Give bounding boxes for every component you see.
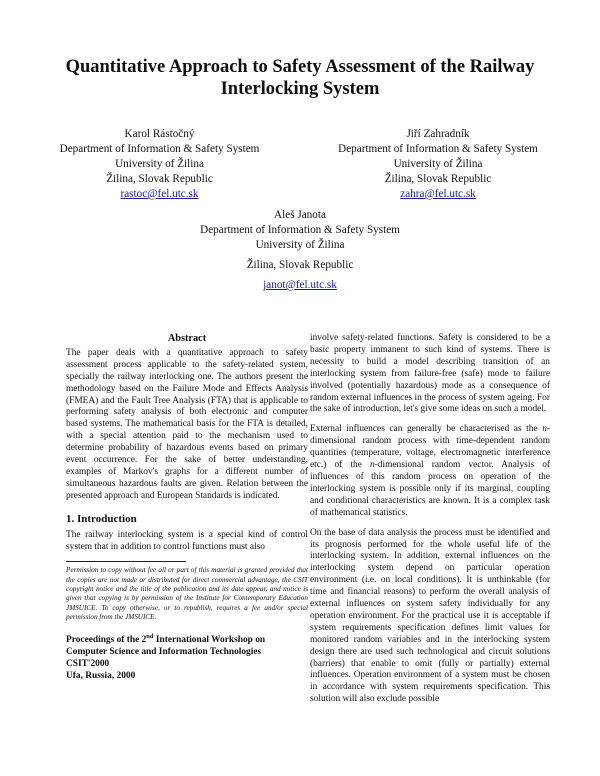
proceedings-text: International Workshop on — [153, 635, 266, 646]
author-name: Jiří Zahradník — [406, 128, 470, 140]
math-var: n — [369, 460, 375, 471]
permission-notice: Permission to copy without fee all or part of this material is granted provided that the copies are not made or distributed for direct commercial advantage, the CSIT copyright notice and the title of the publication and its date appear, and notice is given that copying is by permission of the Institute for Contemporary Education JMSUICE. To copy otherwise, or to republish, requires a fee and/or special permission from the JMSUICE. — [66, 566, 308, 621]
paper-title: Quantitative Approach to Safety Assessment of the Railway Interlocking System — [65, 57, 535, 99]
intro-text: The railway interlocking system is a special kind of control system that in addition to control functions must also — [66, 529, 308, 552]
abstract-heading: Abstract — [167, 333, 207, 344]
author-block-1 — [52, 127, 267, 202]
proceedings-line-2: Computer Science and Information Technologies — [66, 647, 262, 658]
author-university: University of Žilina — [115, 158, 204, 170]
author-block-2 — [313, 127, 563, 202]
author-name: Karol Rástočný — [124, 128, 195, 140]
author-department: Department of Information & Safety System — [59, 143, 260, 155]
author-email-link[interactable]: janot@fel.utc.sk — [263, 279, 337, 291]
body-paragraph-2 — [310, 424, 550, 519]
text-run: -dimensional random vector. Analysis of influences of this random process on operation of the interlocking system is possible only if its marginal, coupling and conditional characteristics are known. It is a complex task of mathematical statistics. — [310, 460, 550, 518]
author-department: Department of Information & Safety System — [338, 143, 538, 155]
proceedings-block — [66, 634, 308, 682]
author-block-3 — [150, 208, 450, 293]
footnote-divider — [66, 561, 186, 562]
proceedings-line-3: CSIT'2000 — [66, 659, 110, 670]
abstract-text: The paper deals with a quantitative approach to safety assessment process applicable to the safety-related system, specially the railway interlocking one. The authors present the methodology based on the Failure Mode and Effects Analysis (FMEA) and the Fault Tree Analysis (FTA) that is applicable to performing safety analysis of both electronic and computer based systems. The mathematical basis for the FTA is detailed, with a special attention paid to the mechanism used to determine probability of hazardous events based on primary event occurrence. For the sake of better understanding, examples of Markov's graphs for a different number of simultaneous hazardous faults are given. Relation between the presented approach and European Standards is indicated. — [66, 347, 308, 501]
text-run: External influences can generally be characterised as the — [310, 424, 543, 435]
author-city: Žilina, Slovak Republic — [106, 173, 213, 185]
body-paragraph-3: On the base of data analysis the process must be identified and its prognosis performed for the whole useful life of the interlocking system. In addition, external influences on the interlocking system depend on particular operation environment (i.e. on local conditions). It is unthinkable (for time and financial reasons) to perform the overall analysis of external influences on system safety individually for any operation environment. For the practical use it is acceptable if system requirements specification defines limit values for monitored random variables and in the interlocking system design there are used such technological and circuit solutions (barriers) that enable to omit (fully or partially) external influences. Operation environment of a system must be chosen in accordance with system requirements specification. This solution will also exclude possible — [310, 527, 550, 705]
author-email-link[interactable]: rastoc@fel.utc.sk — [120, 188, 199, 200]
math-var: n — [542, 424, 547, 435]
proceedings-line-1 — [66, 634, 308, 646]
proceedings-line-4: Ufa, Russia, 2000 — [66, 671, 136, 682]
author-email-link[interactable]: zahra@fel.utc.sk — [400, 188, 476, 200]
author-city: Žilina, Slovak Republic — [384, 173, 492, 185]
author-name: Aleš Janota — [274, 209, 326, 221]
author-city: Žilina, Slovak Republic — [246, 259, 354, 271]
right-column — [310, 333, 550, 714]
proceedings-text: Proceedings of the 2 — [66, 635, 147, 646]
text-run: -dimensional random process with time-dependent random quantities (temperature, voltage, electromagnetic interference etc.) of the — [310, 424, 550, 471]
author-university: University of Žilina — [393, 158, 483, 170]
body-paragraph-1: involve safety-related functions. Safety is considered to be a basic property immanent to such kind of systems. There is necessity to build a model describing transition of an interlocking system from failure-free (safe) mode to failure involved (potentially hazardous) mode as a consequence of random external influences in the process of system ageing. For the sake of introduction, let's give some ideas on such a model. — [310, 333, 550, 415]
intro-heading: 1. Introduction — [66, 512, 137, 525]
author-department: Department of Information & Safety System — [200, 224, 400, 236]
left-column — [66, 333, 308, 682]
author-university: University of Žilina — [255, 239, 345, 251]
proceedings-ordinal: nd — [146, 633, 154, 641]
